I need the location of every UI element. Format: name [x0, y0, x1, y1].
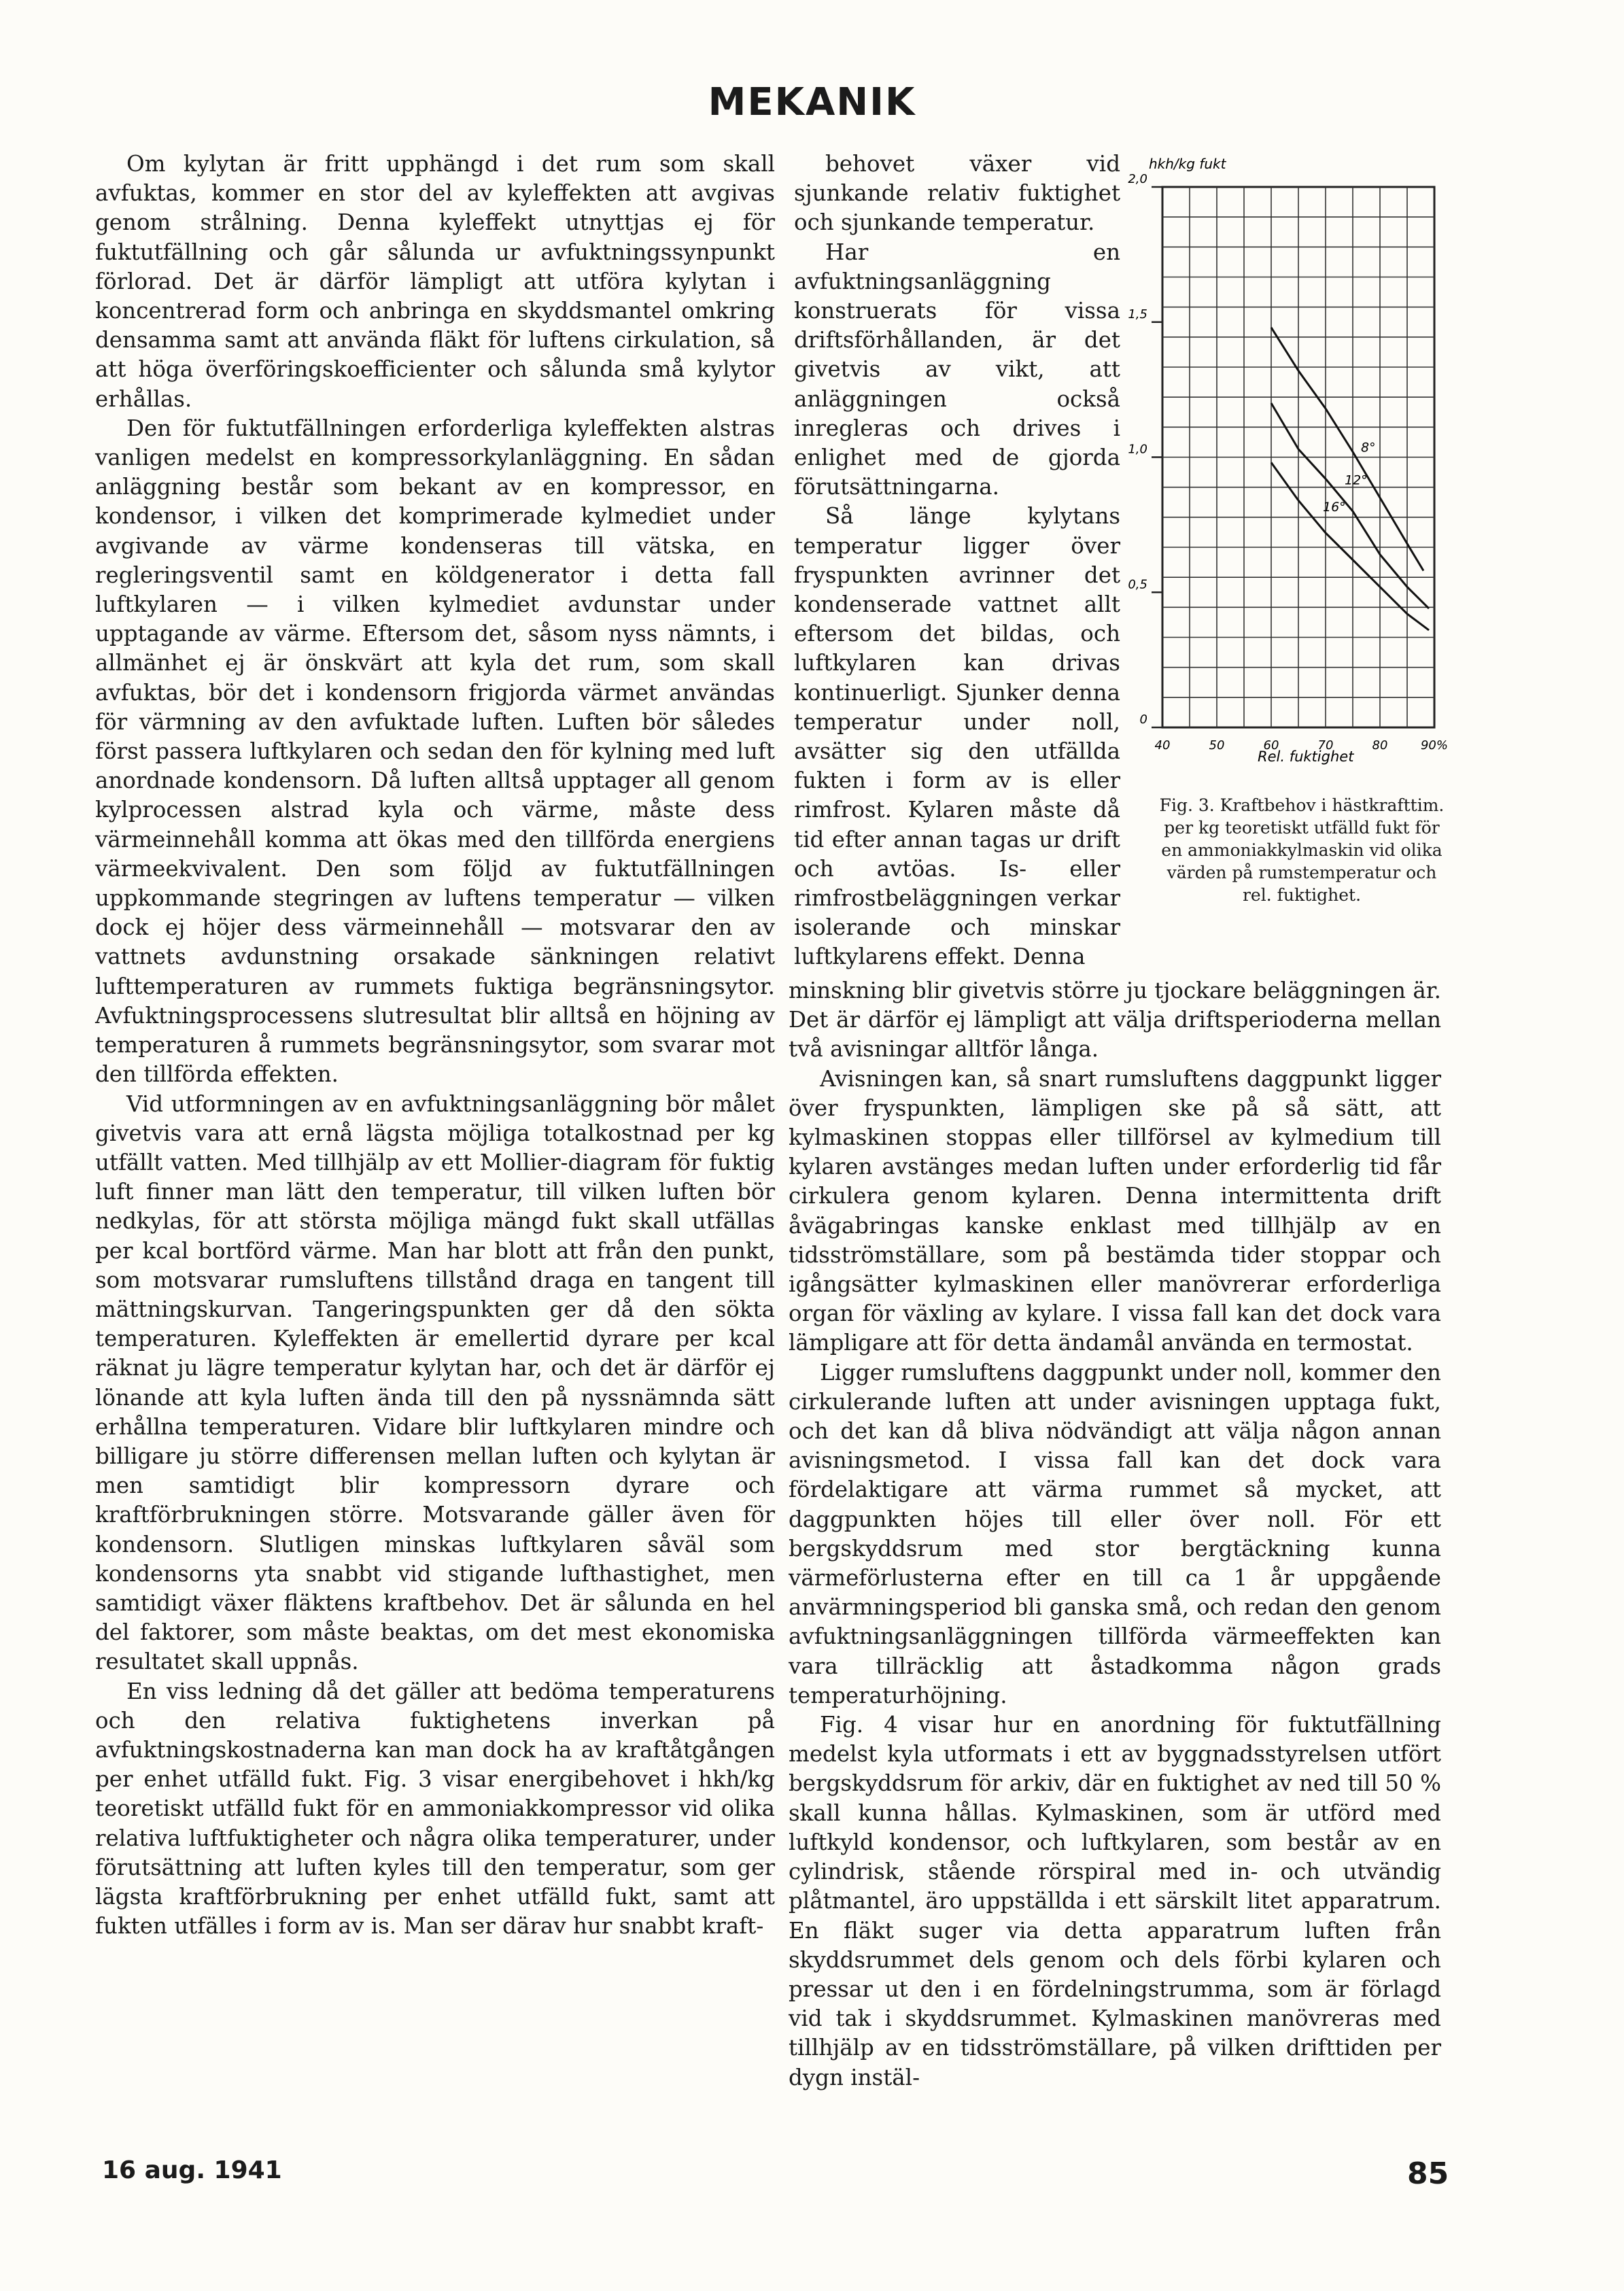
- paragraph: Om kylytan är fritt upphängd i det rum som skall avfuktas, kommer en stor del av kyleffekten att avgivas genom strålning. Denna kyleffekt utnyttjas ej för fuktutfällning och går sålunda ur avfuktningssynpunkt förlorad. Det är därför lämpligt att utföra kylytan i koncentrerad form och anbringa en skyddsmantel omkring densamma samt att använda fläkt för luftens cirkulation, så att höga överföringskoefficienter och sålunda små kylytor erhållas.: [95, 151, 775, 412]
- paragraph: Vid utformningen av en avfuktningsanläggning bör målet givetvis vara att ernå lägsta möjliga totalkostnad per kg utfällt vatten. Med tillhjälp av ett Mollier-diagram för fuktig luft finner man lätt den temperatur, till vilken luften bör nedkylas, för att största möjliga mängd fukt skall utfällas per kcal bortförd värme. Man har blott att från den punkt, som motsvarar rumsluftens tillstånd draga en tangent till mättningskurvan. Tangeringspunkten ger då den sökta temperaturen. Kyleffekten är emellertid dyrare per kcal räknat ju lägre temperatur kylytan har, och det är därför ej lönande att kyla luften ända till den på nyssnämnda sätt erhållna temperaturen. Vidare blir luftkylaren mindre och billigare ju större differensen mellan luften och kylytan är men samtidigt blir kompressorn dyrare och kraftförbrukningen större. Motsvarande gäller även för kondensorn. Slutligen minskas luftkylaren såväl som kondensorns yta snabbt vid stigande lufthastighet, men samtidigt växer fläktens kraftbehov. Det är sålunda en hel del faktorer, som måste beaktas, om det mest ekonomiska resultatet skall uppnås.: [95, 1090, 775, 1675]
- y-tick-label: 1,0: [1128, 442, 1147, 457]
- x-tick-label: 50: [1209, 738, 1225, 753]
- y-axis-label: hkh/kg fukt: [1149, 156, 1226, 172]
- footer-date: 16 aug. 1941: [102, 2156, 282, 2184]
- x-axis-label: Rel. fuktighet: [1258, 748, 1354, 765]
- x-tick-label: 40: [1154, 738, 1171, 753]
- paragraph: Fig. 4 visar hur en anordning för fuktutfällning medelst kyla utformats i ett av byggnadsstyrelsen utfört bergskyddsrum för arkiv, där en fuktighet av ned till 50 % skall kunna hållas. Kylmaskinen, som är utförd med luftkyld kondensor, och luftkylaren, som består av en cylindrisk, stående rörspiral med in- och utvändig plåtmantel, äro uppställda i ett särskilt litet apparatrum. En fläkt suger via detta apparatrum luften från skyddsrummet dels genom och dels förbi kylaren och pressar ut den i en fördelningstrumma, som är förlagd vid tak i skyddsrummet. Kylmaskinen manövreras med tillhjälp av en tidsströmställare, på vilken drifttiden per dygn instäl-: [789, 1712, 1441, 2090]
- paragraph: En viss ledning då det gäller att bedöma temperaturens och den relativa fuktighetens inverkan på avfuktningskostnaderna kan man dock ha av kraftåtgången per enhet utfälld fukt. Fig. 3 visar energibehovet i hkh/kg teoretiskt utfälld fukt för en ammoniakkompressor vid olika relativa luftfuktigheter och några olika temperaturer, under förutsättning att luften kyles till den temperatur, som ger lägsta kraftförbrukning per enhet utfälld fukt, samt att fukten utfälles i form av is. Man ser därav hur snabbt kraft-: [95, 1678, 775, 1940]
- figure-3-chart: [1122, 150, 1475, 816]
- paragraph: Så länge kylytans temperatur ligger över fryspunkten avrinner det kondenserade vattnet allt eftersom det bildas, och luftkylaren kan drivas kontinuerligt. Sjunker denna temperatur under noll, avsätter sig den utfällda fukten i form av is eller rimfrost. Kylaren måste då tid efter annan tagas ur drift och avtöas. Is- eller rimfrostbeläggningen verkar isolerande och minskar luftkylarens effekt. Denna: [794, 503, 1120, 970]
- curve-label: 8°: [1361, 440, 1376, 455]
- curve-label: 16°: [1323, 500, 1346, 515]
- y-tick-label: 0,5: [1128, 577, 1147, 592]
- paragraph: Ligger rumsluftens daggpunkt under noll, kommer den cirkulerande luften att under avisningen upptaga fukt, och det kan då bliva nödvändigt att välja någon annan avisningsmetod. I vissa fall kan det dock vara fördelaktigare att värma rummet så mycket, att daggpunkten höjes till eller över noll. För ett bergskyddsrum med stor bergtäckning kunna värmeförlusterna efter en till ca 1 år uppgående anvärmningsperiod bli ganska små, och redan den genom avfuktningsanläggningen tillförda värmeeffekten kan vara tillräcklig att åstadkomma någon grads temperaturhöjning.: [789, 1359, 1441, 1708]
- curve-label: 12°: [1345, 472, 1368, 488]
- x-tick-label: 60: [1263, 738, 1279, 753]
- middle-column: [794, 150, 1120, 972]
- curve-8deg: [1271, 328, 1423, 571]
- x-tick-label: 80: [1372, 738, 1388, 753]
- y-tick-label: 1,5: [1128, 307, 1147, 322]
- right-bottom-column: [789, 976, 1441, 2092]
- caption-label: Fig. 3.: [1159, 795, 1215, 815]
- chart-svg: [1122, 150, 1475, 816]
- paragraph: Den för fuktutfällningen erforderliga kyleffekten alstras vanligen medelst en kompressorkylanläggning. En sådan anläggning består som bekant av en kompressor, en kondensor, i vilken det komprimerade kylmediet under avgivande av värme kondenseras till vätska, en regleringsventil samt en köldgenerator i detta fall luftkylaren — i vilken kylmediet avdunstar under upptagande av värme. Eftersom det, såsom nyss nämnts, i allmänhet ej är önskvärt att kyla det rum, som skall avfuktas, bör det i kondensorn frigjorda värmet användas för värmning av den avfuktade luften. Luften bör således först passera luftkylaren och sedan den för kylning med luft anordnade kondensorn. Då luften alltså upptager all genom kylprocessen alstrad kyla och värme, måste dess värmeinnehåll kommа att ökas med den tillförda energiens värmeekvivalent. Den som följd av fuktutfällningen uppkommande stegringen av luftens temperatur — vilken dock ej höjer dess värmeinnehåll — motsvarar den av vattnets avdunstning orsakade sänkningen relativt lufttemperaturen av rummets fuktiga begränsningsytor. Avfuktningsprocessens slutresultat blir alltså en höjning av temperaturen å rummets begränsningsytor, som svarar mot den tillförda effekten.: [95, 415, 775, 1088]
- page-header: MEKANIK: [708, 80, 916, 124]
- paragraph: minskning blir givetvis större ju tjockare beläggningen är. Det är därför ej lämpligt att välja driftsperioderna mellan två avisningar alltför långa.: [789, 978, 1441, 1063]
- paragraph: Avisningen kan, så snart rumsluftens daggpunkt ligger över fryspunkten, lämpligen ske på så sätt, att kylmaskinen stoppas eller tillförsel av kylmedium till kylaren avstänges medan luften under erforderlig tid får cirkulera genom kylaren. Denna intermittenta drift åvägabringas kanske enklast med tillhjälp av en tidsströmställare, som på bestämda tider stoppar och igångsätter kylmaskinen eller manövrerar erforderliga organ för växling av kylare. I vissa fall kan det dock vara lämpligare att för detta ändamål använda en termostat.: [789, 1065, 1441, 1356]
- y-tick-label: 0: [1139, 712, 1147, 727]
- page-number: 85: [1407, 2156, 1449, 2191]
- figure-caption: [1156, 794, 1448, 906]
- x-tick-label: 90%: [1420, 738, 1449, 753]
- x-tick-label: 70: [1317, 738, 1334, 753]
- left-column: [95, 150, 775, 1941]
- paragraph: behovet växer vid sjunkande relativ fuktighet och sjunkande temperatur.: [794, 151, 1120, 236]
- y-tick-label: 2,0: [1128, 172, 1147, 186]
- caption-text: Kraftbehov i hästkrafttim. per kg teoretiskt utfälld fukt för en ammoniakkylmaskin vid olika värden på rumstemperatur och rel. fuktighet.: [1161, 795, 1445, 905]
- paragraph: Har en avfuktningsanläggning konstruerats för vissa driftsförhållanden, är det givetvis av vikt, att anläggningen också inregleras och drives i enlighet med de gjorda förutsättningarna.: [794, 239, 1120, 500]
